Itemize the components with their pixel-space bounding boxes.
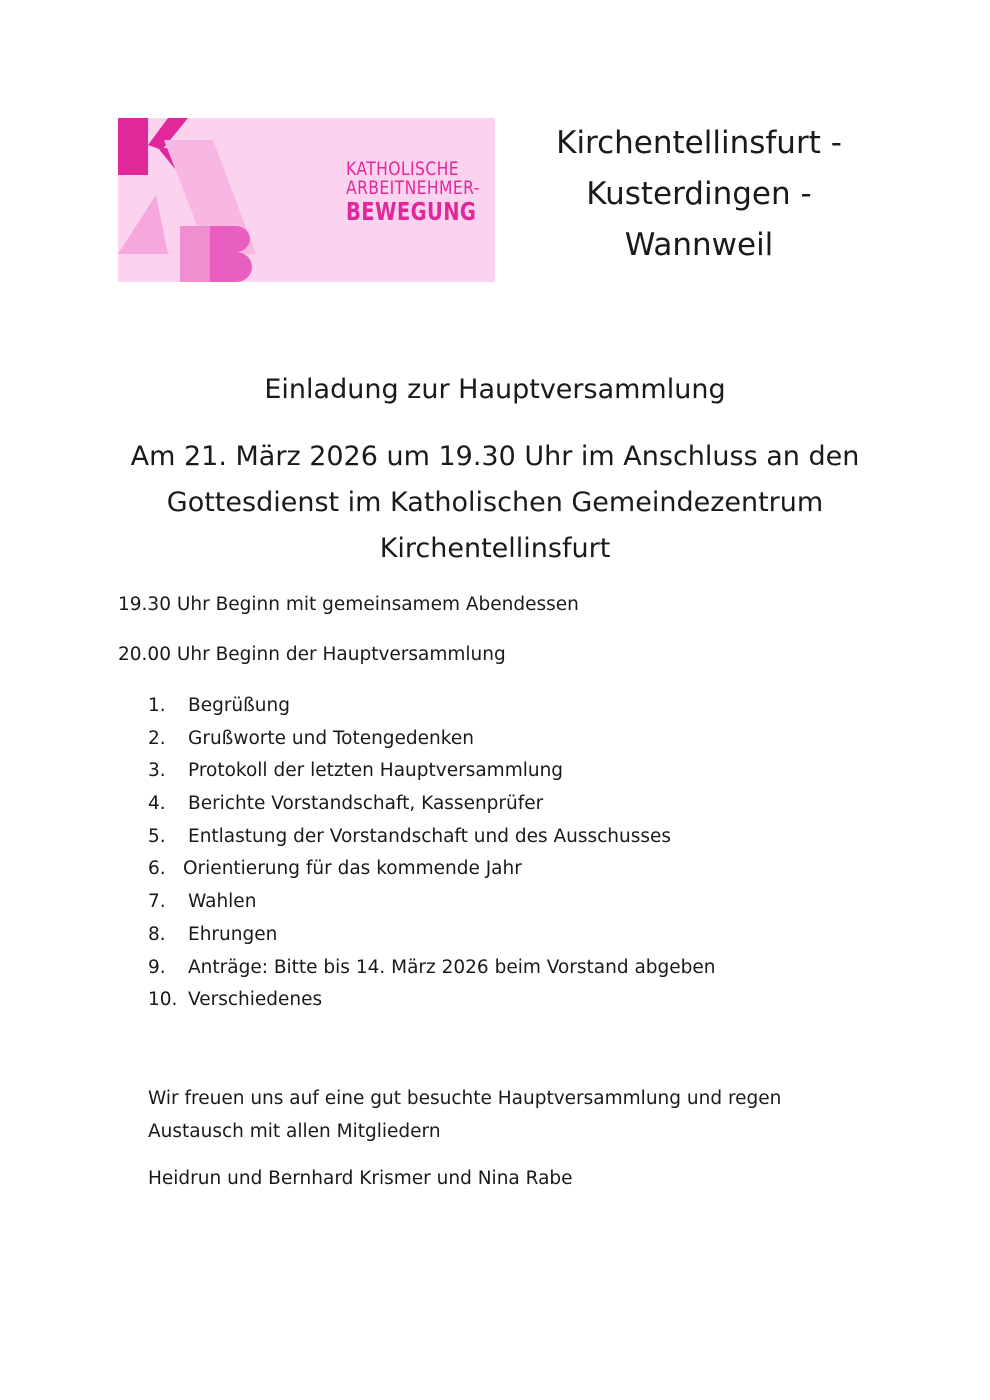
invitation-detail-line: Gottesdienst im Katholischen Gemeindezentrum (166, 487, 824, 518)
invitation-details (95, 434, 895, 572)
agenda-text: Anträge: Bitte bis 14. März 2026 beim Vorstand abgeben (188, 956, 716, 978)
agenda-number: 5. (148, 825, 166, 847)
schedule-meeting: 20.00 Uhr Beginn der Hauptversammlung (118, 644, 506, 665)
agenda-list (148, 690, 716, 1017)
agenda-item (148, 886, 716, 919)
closing-line: Wir freuen uns auf eine gut besuchte Hauptversammlung und regen (148, 1088, 782, 1109)
agenda-text: Verschiedenes (188, 989, 323, 1011)
agenda-number: 4. (148, 793, 166, 815)
agenda-number: 8. (148, 923, 166, 945)
agenda-text: Entlastung der Vorstandschaft und des Ausschusses (188, 825, 672, 847)
agenda-text: Berichte Vorstandschaft, Kassenprüfer (188, 793, 544, 815)
invitation-detail-line: Am 21. März 2026 um 19.30 Uhr im Anschluss an den (130, 441, 860, 472)
agenda-item (148, 952, 716, 985)
agenda-text: Grußworte und Totengedenken (188, 727, 474, 749)
agenda-text: Protokoll der letzten Hauptversammlung (188, 760, 564, 782)
agenda-text: Begrüßung (188, 695, 290, 716)
location-line: Kirchentellinsfurt - (556, 125, 842, 161)
logo-line-3: BEWEGUNG (346, 197, 477, 226)
agenda-item (148, 690, 716, 723)
agenda-number: 2. (148, 727, 166, 749)
agenda-number: 10. (148, 989, 178, 1011)
agenda-number: 9. (148, 956, 166, 978)
logo-line-2: ARBEITNEHMER- (346, 177, 480, 199)
kab-logo (118, 118, 495, 282)
agenda-item (148, 755, 716, 788)
invitation-detail-line: Kirchentellinsfurt (379, 533, 611, 564)
agenda-item (148, 788, 716, 821)
agenda-item (148, 984, 716, 1017)
agenda-item (148, 853, 716, 886)
agenda-number: 6. (148, 858, 166, 880)
agenda-text: Orientierung für das kommende Jahr (183, 858, 522, 880)
invitation-title: Einladung zur Hauptversammlung (264, 374, 726, 405)
schedule-dinner: 19.30 Uhr Beginn mit gemeinsamem Abendessen (118, 594, 579, 615)
agenda-number: 1. (148, 695, 166, 716)
closing-message (148, 1082, 781, 1148)
location-heading (540, 118, 858, 271)
agenda-item (148, 821, 716, 854)
agenda-text: Ehrungen (188, 923, 278, 945)
agenda-text: Wahlen (188, 891, 257, 913)
signature: Heidrun und Bernhard Krismer und Nina Rabe (148, 1168, 573, 1189)
closing-line: Austausch mit allen Mitgliedern (148, 1121, 441, 1142)
agenda-number: 7. (148, 891, 166, 913)
agenda-item (148, 723, 716, 756)
agenda-item (148, 919, 716, 952)
logo-line-1: KATHOLISCHE (346, 158, 460, 180)
location-line: Wannweil (624, 227, 774, 263)
location-line: Kusterdingen - (586, 176, 812, 212)
agenda-number: 3. (148, 760, 166, 782)
logo-wordmark (346, 160, 486, 224)
